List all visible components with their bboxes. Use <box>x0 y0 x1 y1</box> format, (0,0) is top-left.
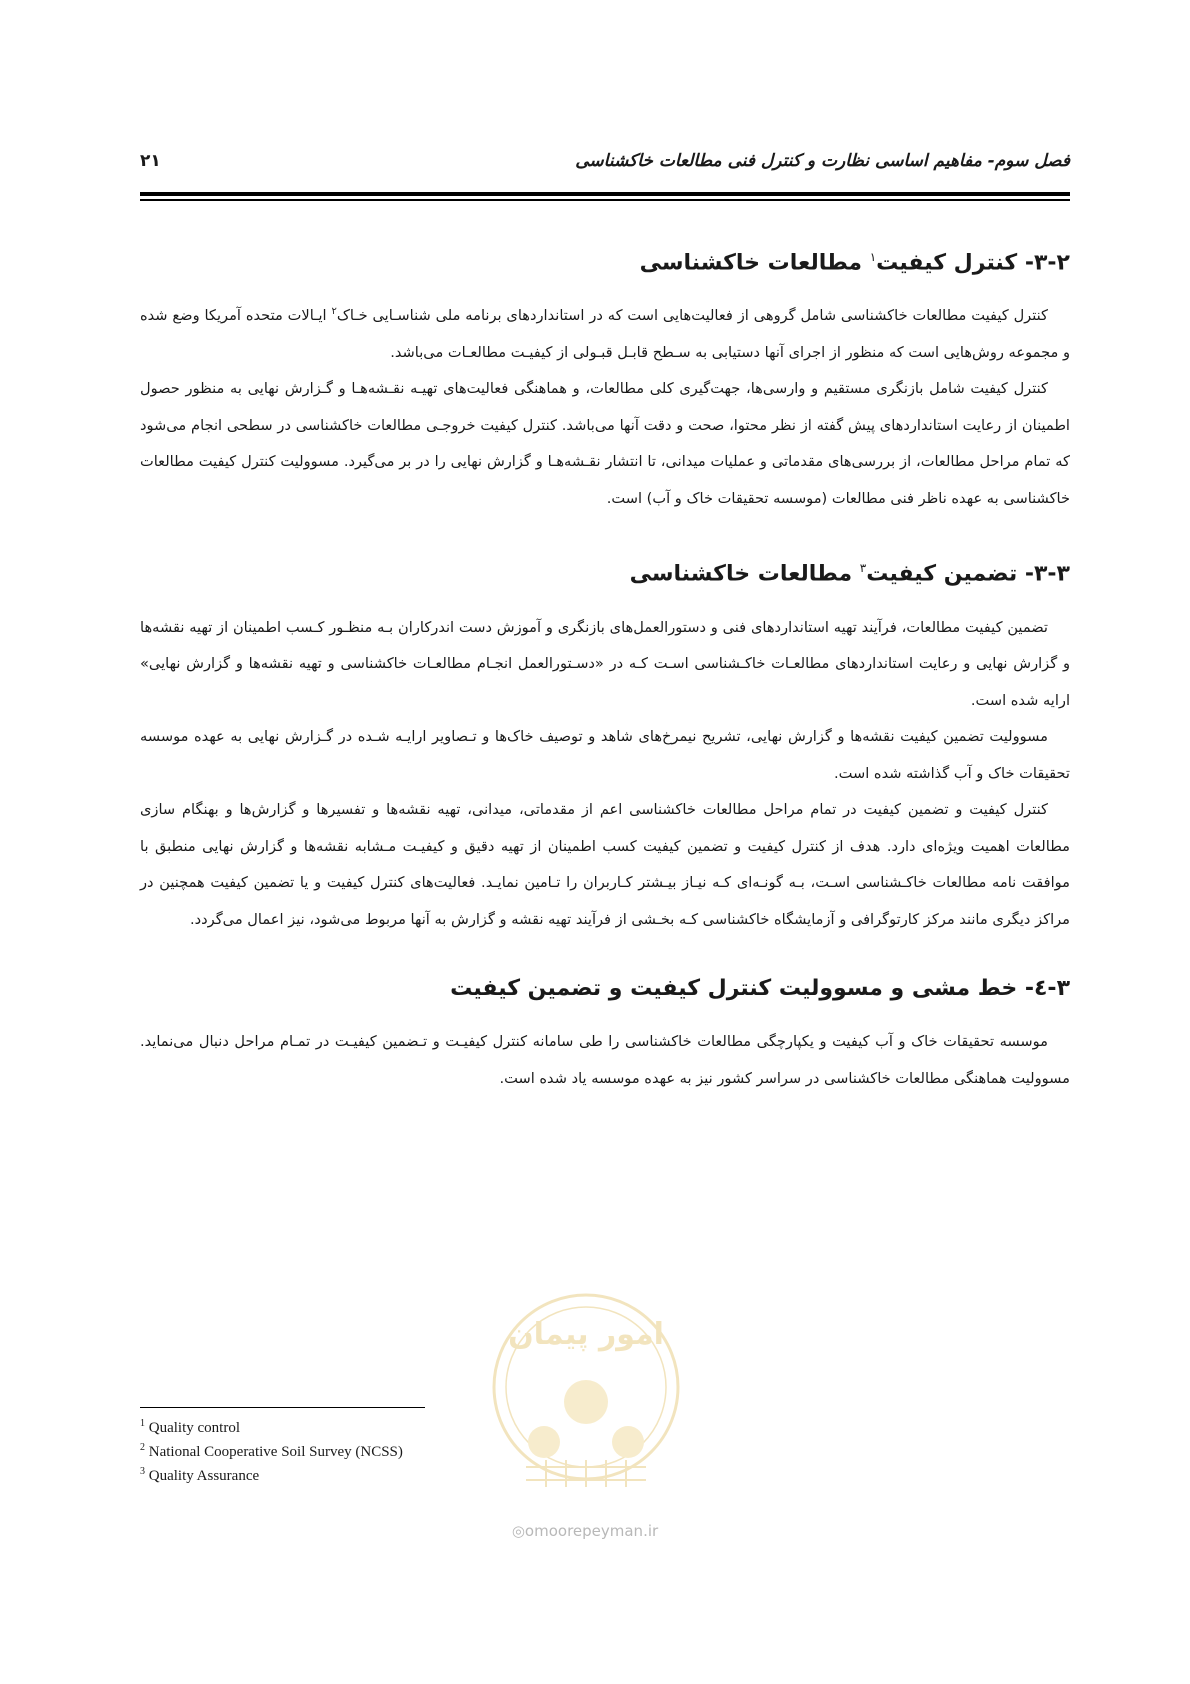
footnote-number: 1 <box>140 1418 145 1429</box>
paragraph-policy-responsibility: موسسه تحقیقات خاک و آب کیفیت و یکپارچگی مطالعات خاکشناسی را طی سامانه کنترل کیفیـت و تـضمین کیفیـت در تمـام مراحل دنبال می‌نماید. مسوولیت هماهنگی مطالعات خاکشناسی در سراسر کشور نیز به عهده موسسه یاد شده است. <box>140 1033 1070 1087</box>
paragraph-quality-control-scope: کنترل کیفیت شامل بازنگری مستقیم و وارسی‌ها، جهت‌گیری کلی مطالعات، و هماهنگی فعالیت‌های تهیـه نقـشه‌هـا و گـزارش نهایی به منظور حصول اطمینان از رعایت استانداردهای پیش گفته از نظر محتوا، صحت و دقت آنها می‌باشد. کنترل کیفیت خروجـی مطالعات خاکشناسی در سطحی انجام می‌شود که تمام مراحل مطالعات، از بررسی‌های مقدماتی و عملیات میدانی، تا انتشار نقـشه‌هـا و گزارش نهایی را در بر می‌گیرد. مسوولیت کنترل کیفیت مطالعات خاکشناسی به عهده ناظر فنی مطالعات (موسسه تحقیقات خاک و آب) است. <box>140 380 1070 507</box>
header-rule-thick <box>140 192 1070 196</box>
heading-text: ۳-۲- کنترل کیفیت <box>876 250 1070 276</box>
section-gap <box>140 517 1070 551</box>
footnote-ref: ۳ <box>859 561 867 576</box>
section-heading-3-3 <box>140 551 1070 591</box>
header-rule-thin <box>140 199 1070 201</box>
running-header <box>140 146 1070 176</box>
paragraph-quality-assurance-definition: تضمین کیفیت مطالعات، فرآیند تهیه استانداردهای فنی و دستورالعمل‌های بازنگری و آموزش دست اندرکاران بـه منظـور کـسب اطمینان از تهیه نقشه‌ها و گزارش نهایی و رعایت استانداردهای مطالعـات خاکـشناسی اسـت کـه در «دسـتورالعمل انجـام مطالعـات خاکشناسی و تهیه نقشه‌ها و گزارش نهایی» ارایه شده است. <box>140 618 1070 709</box>
footnote-text: National Cooperative Soil Survey (NCSS) <box>145 1444 403 1460</box>
paragraph-text: کنترل کیفیت مطالعات خاکشناسی شامل گروهی از فعالیت‌هایی است که در استانداردهای برنامه ملی شناسـایی خـاک <box>336 307 1048 325</box>
heading-text-rest: مطالعات خاکشناسی <box>629 561 860 587</box>
section-heading-3-2 <box>140 240 1070 280</box>
header-rule <box>140 192 1070 201</box>
section-heading-3-4 <box>140 972 1070 1006</box>
heading-text: ۳-٤- خط مشی و مسوولیت کنترل کیفیت و تضمین کیفیت <box>450 976 1070 1002</box>
footnote-separator <box>140 1407 425 1408</box>
footnote-text: Quality Assurance <box>145 1468 260 1484</box>
heading-text-rest: مطالعات خاکشناسی <box>639 250 870 276</box>
watermark-site-text: omoorepeyman.ir <box>524 1522 659 1540</box>
watermark-site <box>480 1522 690 1540</box>
running-title: فصل سوم- مفاهیم اساسی نظارت و کنترل فنی مطالعات خاکشناسی <box>575 151 1070 171</box>
paragraph-quality-assurance-responsibility: مسوولیت تضمین کیفیت نقشه‌ها و گزارش نهایی، تشریح نیمرخ‌های شاهد و توصیف خاک‌ها و تـصاویر ارایـه شـده در گـزارش نهایی به عهده موسسه تحقیقات خاک و آب گذاشته شده است. <box>140 728 1070 782</box>
watermark-logo-icon <box>486 1282 686 1512</box>
watermark-site-icon: ◎ <box>511 1522 525 1540</box>
footnote-number: 3 <box>140 1466 145 1477</box>
section-gap <box>140 938 1070 972</box>
watermark-logo-text: امور پیمان <box>508 1317 664 1352</box>
content-body <box>140 240 1070 1097</box>
paragraph-text-rest: ایـالات متحده آمریکا وضع شده و مجموعه روش‌هایی است که منظور از اجرای آنها دستیابی به سـطح قابـل قبـولی از کیفیـت مطالعـات می‌باشد. <box>140 307 1070 361</box>
footnote-ref: ۱ <box>869 250 877 264</box>
footnote-ref: ۲ <box>331 306 337 318</box>
footnote-text: Quality control <box>145 1420 240 1436</box>
paragraph-quality-importance: کنترل کیفیت و تضمین کیفیت در تمام مراحل مطالعات خاکشناسی اعم از مقدماتی، میدانی، تهیه نقشه‌ها و تفسیرها و گزارش‌ها و بهنگام سازی مطالعات اهمیت ویژه‌ای دارد. هدف از کنترل کیفیت و تضمین کیفیت کسب اطمینان از تهیه دقیق و کیفیـت مـشابه نقشه‌ها و گزارش نهایی منطبق با موافقت نامه مطالعات خاکـشناسی اسـت، بـه گونـه‌ای کـه نیـاز بیـشتر کـاربران را تـامین نمایـد. فعالیت‌های کنترل کیفیت و یا تضمین کیفیت همچنین در مراکز دیگری مانند مرکز کارتوگرافی و آزمایشگاه خاکشناسی کـه بخـشی از فرآیند تهیه نقشه و گزارش به آنها مربوط می‌شود، نیز اعمال می‌گردد. <box>140 801 1070 928</box>
footnote-number: 2 <box>140 1442 145 1453</box>
heading-text: ۳-۳- تضمین کیفیت <box>866 561 1070 587</box>
page-number: ۲۱ <box>140 151 161 171</box>
paragraph-quality-control-definition <box>140 298 1070 371</box>
